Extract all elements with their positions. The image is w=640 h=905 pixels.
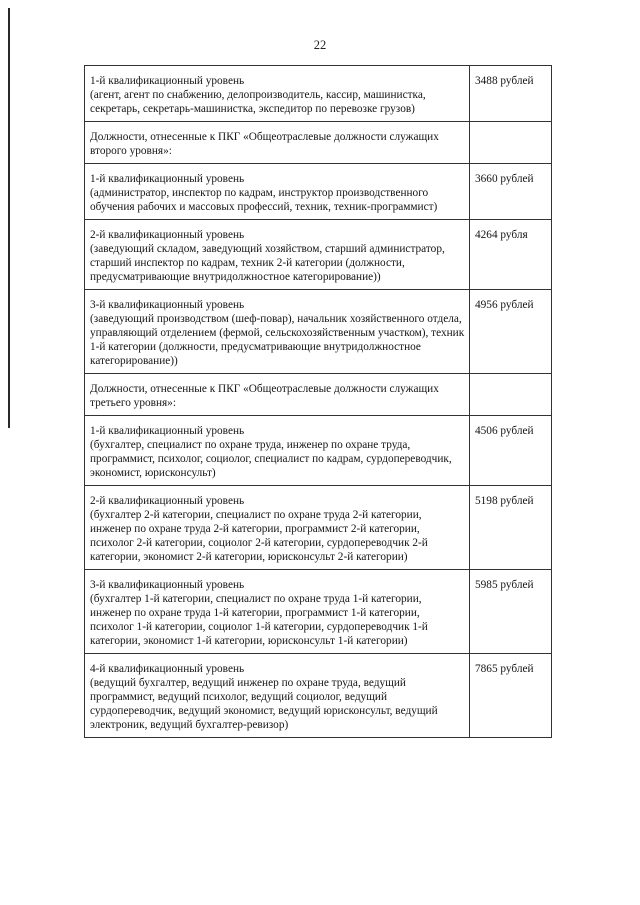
position-description-cell [85,290,470,374]
salary-amount-cell: 3660 рублей [470,164,552,220]
position-description-cell [85,220,470,290]
qualification-level: Должности, отнесенные к ПКГ «Общеотраслевые должности служащих третьего уровня»: [90,383,439,409]
page-number: 22 [313,38,327,52]
table-row [85,220,552,290]
position-description-cell [85,374,470,416]
salary-amount-cell [470,374,552,416]
position-list: (заведующий складом, заведующий хозяйством, старший администратор, старший инспектор по кадрам, техник 2-й категории (должности, предусматривающие внутридолжностное категорирование)) [90,243,445,283]
qualification-level: 2-й квалификационный уровень [90,495,245,507]
position-description-cell [85,164,470,220]
qualification-level: 2-й квалификационный уровень [90,229,245,241]
table-row [85,374,552,416]
qualification-level: 1-й квалификационный уровень [90,173,245,185]
salary-amount-cell: 4506 рублей [470,416,552,486]
position-list: (администратор, инспектор по кадрам, инструктор производственного обучения рабочих и массовых профессий, техник, техник-программист) [90,187,438,213]
salary-table [84,65,552,738]
position-description-cell [85,416,470,486]
table-row [85,66,552,122]
table-row [85,486,552,570]
position-description-cell [85,654,470,738]
table-row [85,290,552,374]
table-row [85,164,552,220]
qualification-level: Должности, отнесенные к ПКГ «Общеотраслевые должности служащих второго уровня»: [90,131,439,157]
qualification-level: 1-й квалификационный уровень [90,425,245,437]
position-description-cell [85,486,470,570]
position-list: (агент, агент по снабжению, делопроизводитель, кассир, машинистка, секретарь, секретарь-машинистка, экспедитор по перевозке грузов) [90,89,426,115]
salary-amount-cell: 5198 рублей [470,486,552,570]
position-description-cell [85,66,470,122]
salary-amount-cell: 4956 рублей [470,290,552,374]
salary-amount-cell: 3488 рублей [470,66,552,122]
qualification-level: 3-й квалификационный уровень [90,579,245,591]
salary-table-body [85,66,552,738]
position-description-cell [85,122,470,164]
salary-amount-cell: 4264 рубля [470,220,552,290]
position-list: (бухгалтер 2-й категории, специалист по охране труда 2-й категории, инженер по охране труда 2-й категории, программист 2-й категории, психолог 2-й категории, социолог 2-й категории, сурдопереводчик 2-й категории, экономист 2-й категории, юрисконсульт 2-й категории) [90,509,428,563]
position-list: (бухгалтер 1-й категории, специалист по охране труда 1-й категории, инженер по охране труда 1-й категории, программист 1-й категории, психолог 1-й категории, социолог 1-й категории, сурдопереводчик 1-й категории, экономист 1-й категории, юрисконсульт 1-й категории) [90,593,428,647]
table-row [85,654,552,738]
qualification-level: 3-й квалификационный уровень [90,299,245,311]
salary-amount-cell: 7865 рублей [470,654,552,738]
salary-amount-cell: 5985 рублей [470,570,552,654]
table-row [85,570,552,654]
table-row [85,416,552,486]
table-row [85,122,552,164]
salary-amount-cell [470,122,552,164]
position-list: (заведующий производством (шеф-повар), начальник хозяйственного отдела, управляющий отделением (фермой, сельскохозяйственным участком), техник 1-й категории (должности, предусматривающие внутридолжностное категорирование)) [90,313,465,367]
qualification-level: 1-й квалификационный уровень [90,75,245,87]
scan-margin-line [8,8,10,428]
position-list: (ведущий бухгалтер, ведущий инженер по охране труда, ведущий программист, ведущий психолог, ведущий социолог, ведущий сурдопереводчик, ведущий экономист, ведущий юрисконсульт, ведущий электроник, ведущий бухгалтер-ревизор) [90,677,438,731]
position-description-cell [85,570,470,654]
qualification-level: 4-й квалификационный уровень [90,663,245,675]
position-list: (бухгалтер, специалист по охране труда, инженер по охране труда, программист, психолог, социолог, специалист по кадрам, сурдопереводчик, экономист, юрисконсульт) [90,439,452,479]
